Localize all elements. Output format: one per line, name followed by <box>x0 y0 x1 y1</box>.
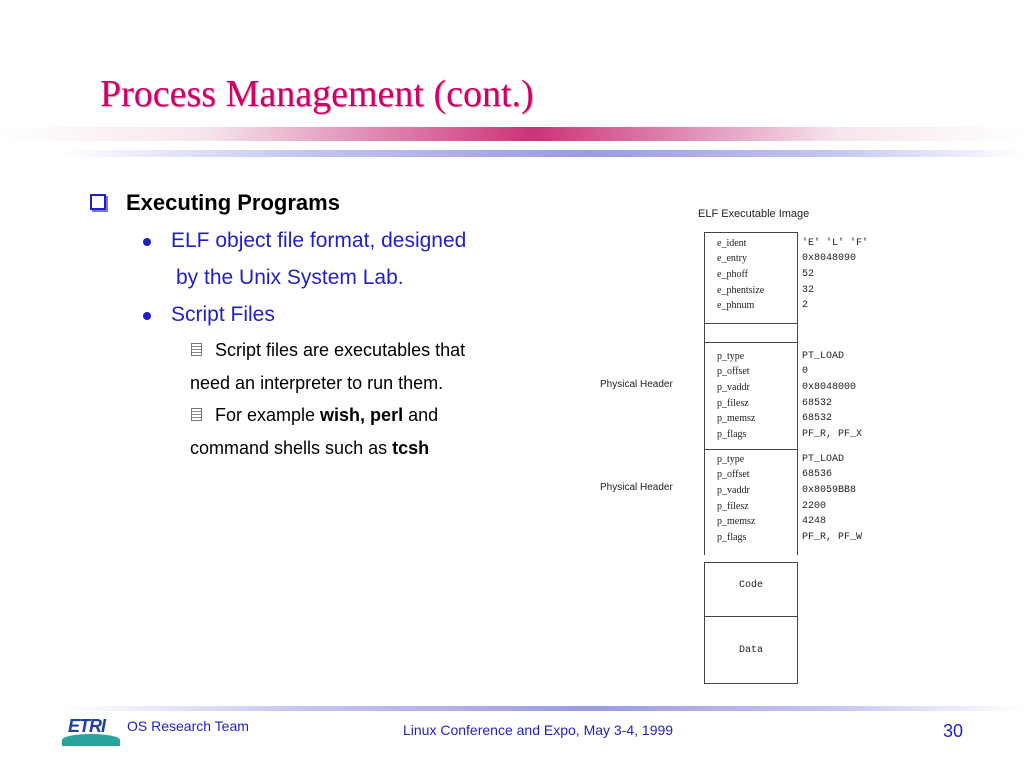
ph2-value: 2200 <box>802 501 827 512</box>
header-field: e_phentsize <box>717 285 765 296</box>
sub-example-line1 <box>215 405 438 426</box>
ph2-value: PF_R, PF_W <box>802 532 863 543</box>
header-field: e_ident <box>717 238 747 249</box>
sub-script-line1: Script files are executables that <box>215 340 466 360</box>
item-elf-line1: ELF object file format, designed <box>171 229 467 252</box>
footer-conference: Linux Conference and Expo, May 3-4, 1999 <box>403 722 674 738</box>
ph1-value: PT_LOAD <box>802 351 845 362</box>
header-field: e_entry <box>717 253 747 264</box>
ph2-field: p_filesz <box>717 501 749 512</box>
slide-title: Process Management (cont.) <box>100 73 534 115</box>
ph1-field: p_type <box>717 351 745 362</box>
header-value: 'E' 'L' 'F' <box>802 238 869 249</box>
header-value: 0x8048090 <box>802 253 857 264</box>
ph1-field: p_filesz <box>717 398 749 409</box>
sub-example-line2-prefix: command shells such as <box>190 438 393 458</box>
ph1-value: 0x8048000 <box>802 382 857 393</box>
ph2-field: p_flags <box>717 532 747 543</box>
header-field: e_phoff <box>717 269 748 280</box>
ph2-field: p_vaddr <box>717 485 750 496</box>
ph1-field: p_vaddr <box>717 382 750 393</box>
sub-example-bold: wish, perl <box>320 405 404 425</box>
bullet-dot-icon <box>143 312 151 320</box>
note-bullet-icon <box>191 343 202 356</box>
ph1-value: 68532 <box>802 398 833 409</box>
ph1-side-label: Physical Header <box>600 379 673 390</box>
sub-example-line2 <box>190 438 429 459</box>
title-underline <box>60 150 1024 157</box>
ph1-field: p_memsz <box>717 413 756 424</box>
sub-script-line2: need an interpreter to run them. <box>190 373 444 393</box>
ph1-field: p_flags <box>717 429 747 440</box>
logo-text: ETRI <box>68 716 106 736</box>
ph2-field: p_offset <box>717 469 750 480</box>
header-value: 52 <box>802 269 815 280</box>
etri-logo <box>60 716 124 746</box>
ph1-field: p_offset <box>717 366 750 377</box>
ph2-value: 4248 <box>802 516 827 527</box>
ph1-value: 68532 <box>802 413 833 424</box>
ph2-value: 0x8059BB8 <box>802 485 857 496</box>
header-field: e_phnum <box>717 300 755 311</box>
sub-example-prefix: For example <box>215 405 321 425</box>
header-value: 32 <box>802 285 815 296</box>
code-data-rule <box>704 616 798 617</box>
ph1-value: PF_R, PF_X <box>802 429 863 440</box>
code-section-label: Code <box>738 580 763 591</box>
note-bullet-icon <box>191 408 202 421</box>
ph1-top-rule <box>704 342 798 343</box>
footer-rule <box>60 706 1024 711</box>
item-script-files: Script Files <box>171 303 275 326</box>
title-divider <box>0 127 1024 141</box>
ph2-value: 68536 <box>802 469 833 480</box>
ph2-field: p_memsz <box>717 516 756 527</box>
data-section-label: Data <box>738 645 763 656</box>
ph1-bottom-rule <box>704 449 798 450</box>
sub-example-line2-bold: tcsh <box>392 438 430 458</box>
elf-diagram <box>600 208 900 688</box>
sub-example-suffix: and <box>403 405 439 425</box>
ph2-side-label: Physical Header <box>600 482 673 493</box>
ph1-value: 0 <box>802 366 809 377</box>
ph2-field: p_type <box>717 454 745 465</box>
square-bullet-icon <box>90 194 106 210</box>
diagram-title: ELF Executable Image <box>698 208 810 220</box>
item-elf-line2: by the Unix System Lab. <box>176 266 404 289</box>
header-value: 2 <box>802 300 809 311</box>
page-number: 30 <box>943 721 964 741</box>
bullet-dot-icon <box>143 238 151 246</box>
heading-executing-programs: Executing Programs <box>126 190 340 215</box>
footer-team: OS Research Team <box>127 718 249 734</box>
header-bottom-rule <box>704 323 798 324</box>
ph2-value: PT_LOAD <box>802 454 845 465</box>
